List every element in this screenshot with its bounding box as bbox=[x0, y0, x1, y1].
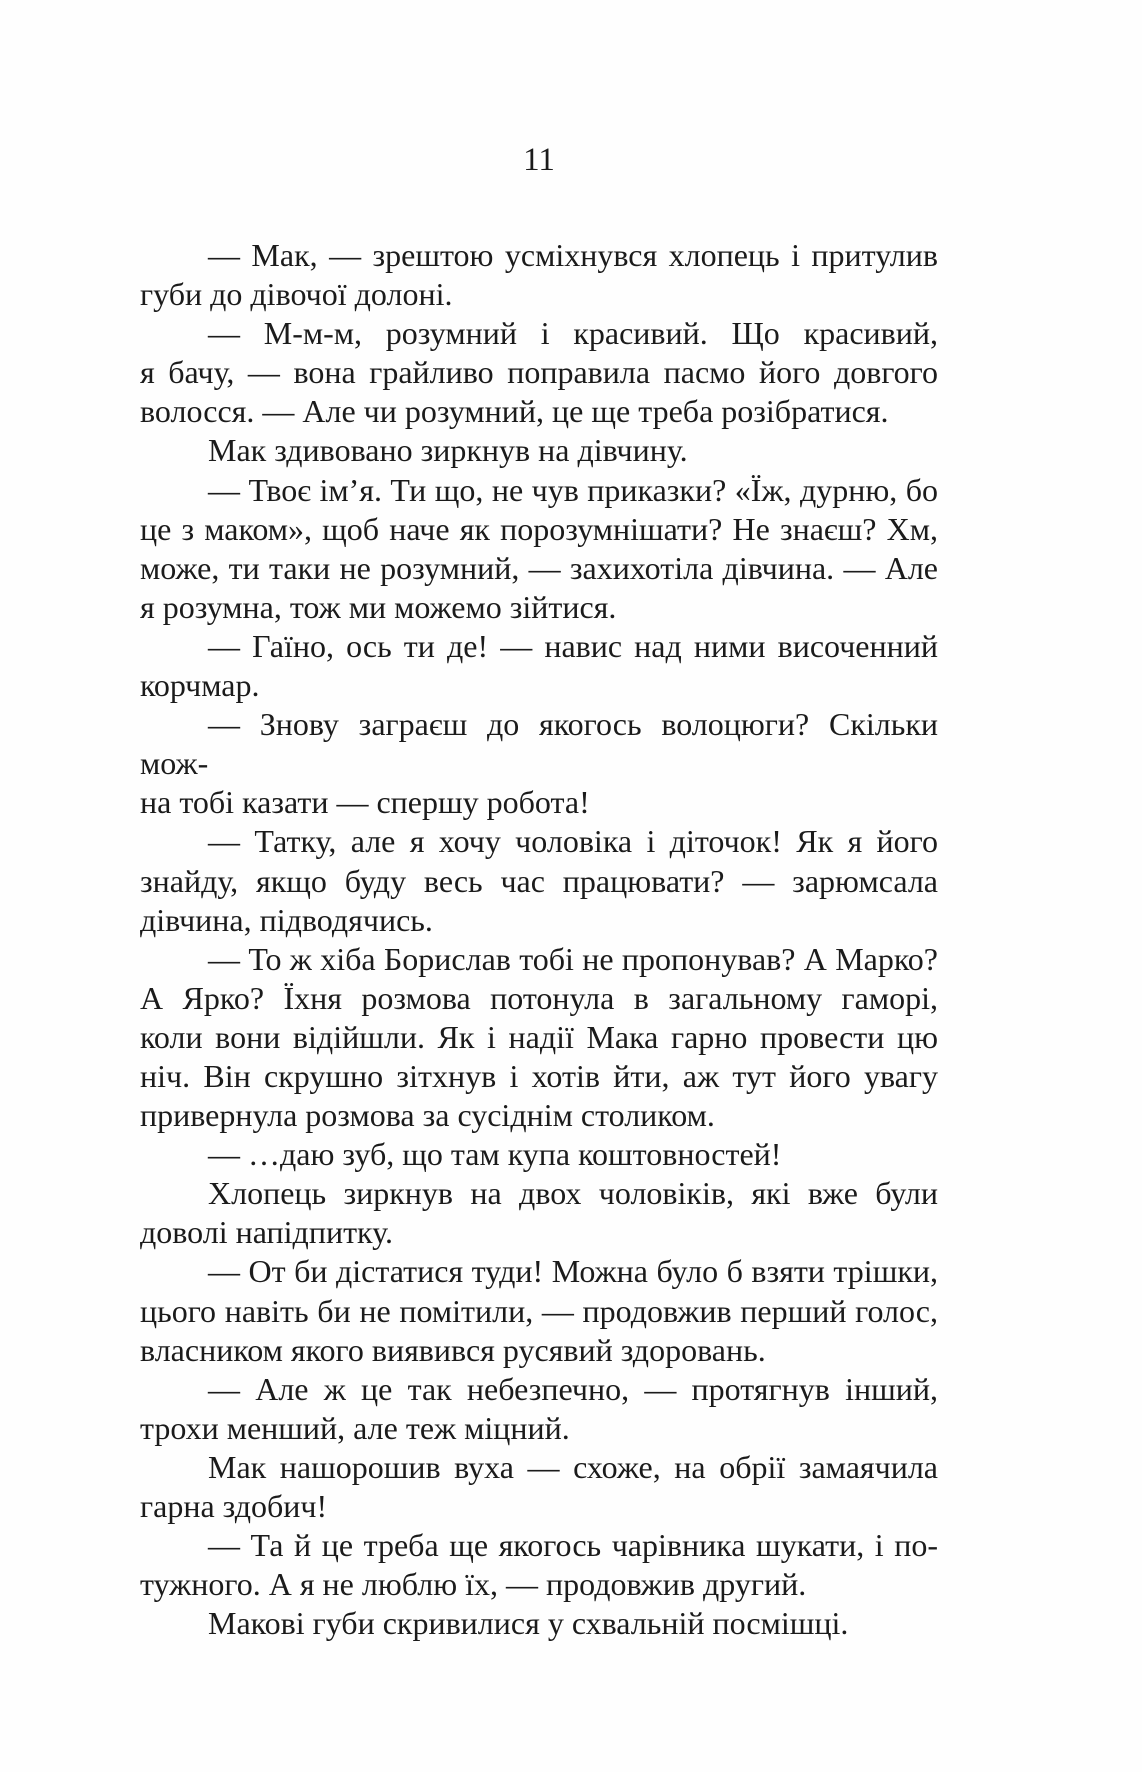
text-line: цього навіть би не помітили, — продовжив перший голос, bbox=[140, 1292, 938, 1329]
paragraph bbox=[140, 1448, 938, 1526]
text-line: власником якого виявився русявий здоровань. bbox=[140, 1331, 766, 1368]
text-line: я розумна, тож ми можемо зійтися. bbox=[140, 588, 617, 625]
paragraph bbox=[140, 1526, 938, 1604]
text-line: дівчина, підводячись. bbox=[140, 901, 433, 938]
text-line: знайду, якщо буду весь час працювати? — зарюмсала bbox=[140, 862, 938, 899]
paragraph bbox=[140, 1135, 938, 1174]
text-line: — …даю зуб, що там купа коштовностей! bbox=[208, 1136, 782, 1173]
text-line: — Знову заграєш до якогось волоцюги? Скільки мож- bbox=[140, 706, 938, 782]
paragraph bbox=[140, 1370, 938, 1448]
text-line: — То ж хіба Борислав тобі не пропонував? А Марко? bbox=[208, 940, 938, 977]
paragraph bbox=[140, 431, 938, 470]
text-line: — Гаїно, ось ти де! — навис над ними височенний bbox=[208, 627, 938, 664]
text-line: тужного. А я не люблю їх, — продовжив другий. bbox=[140, 1566, 807, 1603]
paragraph bbox=[140, 236, 938, 314]
text-line: трохи менший, але теж міцний. bbox=[140, 1409, 570, 1446]
page-number: 11 bbox=[523, 142, 555, 178]
paragraph bbox=[140, 627, 938, 705]
text-block bbox=[140, 236, 938, 1643]
text-line: — От би дістатися туди! Можна було б взяти трішки, bbox=[208, 1253, 938, 1290]
text-line: губи до дівочої долоні. bbox=[140, 276, 453, 313]
paragraph bbox=[140, 822, 938, 939]
text-line: Мак нашорошив вуха — схоже, на обрії замаячила bbox=[208, 1448, 938, 1485]
text-line: гарна здобич! bbox=[140, 1488, 328, 1524]
paragraph bbox=[140, 1174, 938, 1252]
paragraph bbox=[140, 940, 938, 1135]
text-line: це з маком», щоб наче як порозумнішати? Не знаєш? Хм, bbox=[140, 510, 938, 547]
text-line: ніч. Він скрушно зітхнув і хотів йти, аж тут його увагу bbox=[140, 1057, 938, 1094]
text-line: коли вони відійшли. Як і надії Мака гарно провести цю bbox=[140, 1018, 938, 1055]
text-line: на тобі казати — спершу робота! bbox=[140, 784, 590, 821]
text-line: — М-м-м, розумний і красивий. Що красивий, bbox=[208, 315, 938, 352]
text-line: Мак здивовано зиркнув на дівчину. bbox=[208, 432, 688, 469]
text-line: — Мак, — зрештою усміхнувся хлопець і притулив bbox=[208, 237, 938, 273]
text-line: корчмар. bbox=[140, 667, 260, 704]
text-line: я бачу, — вона грайливо поправила пасмо його довгого bbox=[140, 354, 938, 391]
paragraph bbox=[140, 1604, 938, 1643]
paragraph bbox=[140, 705, 938, 822]
text-line: — Та й це треба ще якогось чарівника шукати, і по- bbox=[208, 1527, 938, 1564]
paragraph bbox=[140, 1252, 938, 1369]
text-line: — Твоє ім’я. Ти що, не чув приказки? «Їж, дурню, бо bbox=[208, 471, 938, 508]
text-line: — Але ж це так небезпечно, — протягнув інший, bbox=[208, 1370, 938, 1407]
text-line: привернула розмова за сусіднім столиком. bbox=[140, 1097, 715, 1134]
text-line: Макові губи скривилися у схвальній посмішці. bbox=[208, 1605, 849, 1642]
text-line: волосся. — Але чи розумний, це ще треба розібратися. bbox=[140, 393, 889, 430]
paragraph bbox=[140, 471, 938, 627]
text-line: — Татку, але я хочу чоловіка і діточок! Як я його bbox=[208, 823, 938, 860]
text-line: може, ти таки не розумний, — захихотіла дівчина. — Але bbox=[140, 549, 938, 586]
text-line: А Ярко? Їхня розмова потонула в загальному гаморі, bbox=[140, 979, 938, 1016]
text-line: Хлопець зиркнув на двох чоловіків, які вже були bbox=[208, 1175, 938, 1212]
paragraph bbox=[140, 314, 938, 431]
text-line: доволі напідпитку. bbox=[140, 1214, 393, 1251]
